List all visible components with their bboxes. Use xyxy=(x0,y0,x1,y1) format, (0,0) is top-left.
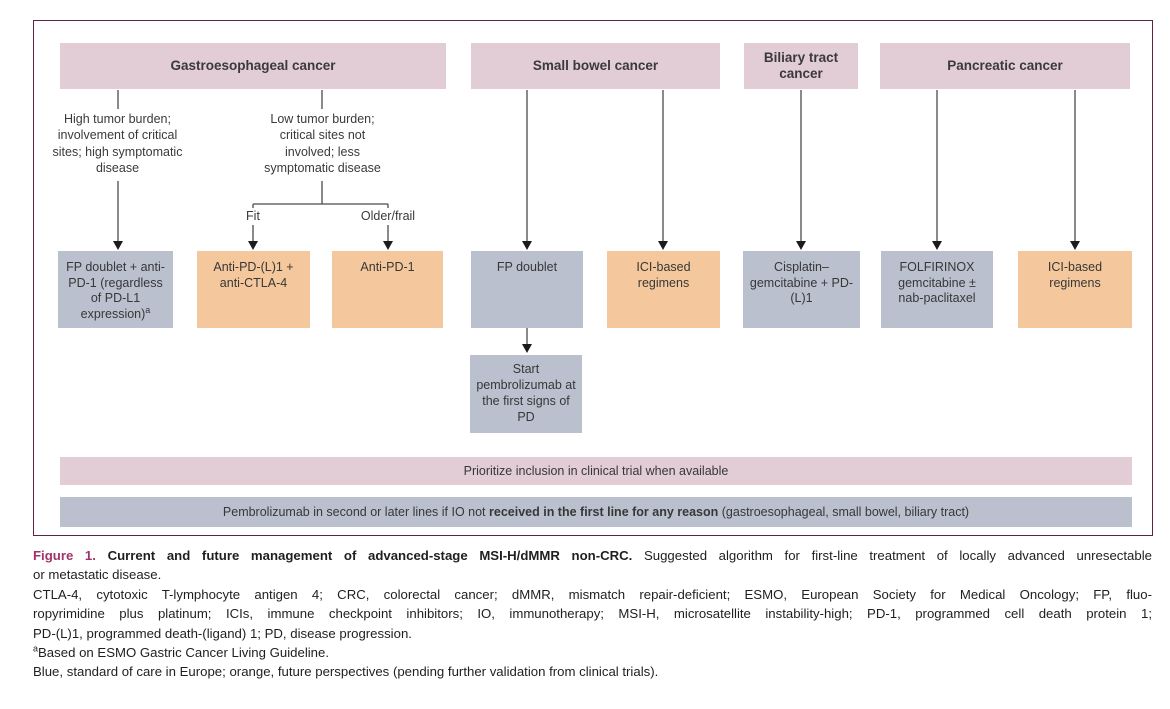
box-ici-regimens-small-bowel: ICI-based regimens xyxy=(607,251,720,328)
header-label: Pancreatic cancer xyxy=(947,57,1063,73)
caption-footnote: Based on ESMO Gastric Cancer Living Guideline. xyxy=(38,645,330,661)
box-anti-pd1: Anti-PD-1 xyxy=(332,251,443,328)
header-biliary-tract-cancer xyxy=(744,43,858,89)
box-fp-doublet: FP doublet xyxy=(471,251,583,328)
footnote-marker: a xyxy=(145,304,151,315)
box-label: FP doublet + anti-PD-1 (regardless of PD-L1 expression) xyxy=(66,260,165,321)
branch-low-tumor-burden: Low tumor burden; critical sites not involved; less symptomatic disease xyxy=(264,112,381,175)
figure-caption xyxy=(33,546,1152,682)
caption-line-7: Blue, standard of care in Europe; orange, future perspectives (pending further validation from clinical trials). xyxy=(33,664,659,680)
header-gastroesophageal-cancer xyxy=(60,43,446,89)
box-anti-pdl1-anti-ctla4: Anti-PD-(L)1 + anti-CTLA-4 xyxy=(197,251,310,328)
caption-line-5: PD-(L)1, programmed death-(ligand) 1; PD, disease progression. xyxy=(33,625,412,641)
caption-line-6 xyxy=(33,643,1152,662)
figure-number: Figure 1. xyxy=(33,548,96,563)
caption-line-4: ropyrimidine plus platinum; ICIs, immune checkpoint inhibitors; IO, immunotherapy; MSI-H, microsatellite instability-high; PD-1, programmed cell death protein 1; xyxy=(33,606,1152,622)
bar-label: Prioritize inclusion in clinical trial when available xyxy=(463,464,729,478)
bar-text-normal: (gastroesophageal, small bowel, biliary tract) xyxy=(721,505,970,519)
box-folfirinox-gemcitabine: FOLFIRINOX gemcitabine ± nab-paclitaxel xyxy=(881,251,993,328)
header-pancreatic-cancer xyxy=(880,43,1130,89)
header-small-bowel-cancer xyxy=(471,43,720,89)
footnote-marker: a xyxy=(33,643,39,654)
header-label: Gastroesophageal cancer xyxy=(170,57,336,73)
caption-title: Current and future management of advanced-stage MSI-H/dMMR non-CRC. xyxy=(107,548,633,563)
caption-line-1 xyxy=(33,546,1152,565)
branch-older-frail: Older/frail xyxy=(360,209,416,223)
bar-text-normal: Pembrolizumab in second or later lines if IO not xyxy=(222,505,486,519)
box-start-pembrolizumab: Start pembrolizumab at the first signs of PD xyxy=(470,355,582,433)
box-fp-doublet-anti-pd1 xyxy=(58,251,173,328)
branch-high-tumor-burden: High tumor burden; involvement of critical sites; high symptomatic disease xyxy=(52,112,183,175)
bar-text-bold: received in the first line for any reason xyxy=(489,505,719,519)
caption-text: Suggested algorithm for first-line treatment of locally advanced unresectable xyxy=(643,548,1152,563)
header-label: Biliary tract cancer xyxy=(763,49,839,81)
bar-clinical-trial xyxy=(60,457,1132,485)
caption-line-3: CTLA-4, cytotoxic T-lymphocyte antigen 4; CRC, colorectal cancer; dMMR, mismatch repair-deficient; ESMO, European Society for Medical Oncology; FP, fluo- xyxy=(33,586,1152,602)
bar-pembrolizumab-later-lines xyxy=(60,497,1132,527)
box-cisplatin-gemcitabine-pdl1: Cisplatin–gemcitabine + PD-(L)1 xyxy=(743,251,860,328)
branch-fit: Fit xyxy=(246,209,260,223)
header-label: Small bowel cancer xyxy=(532,57,659,73)
caption-line-2: or metastatic disease. xyxy=(33,567,162,583)
box-ici-regimens-pancreatic: ICI-based regimens xyxy=(1018,251,1132,328)
